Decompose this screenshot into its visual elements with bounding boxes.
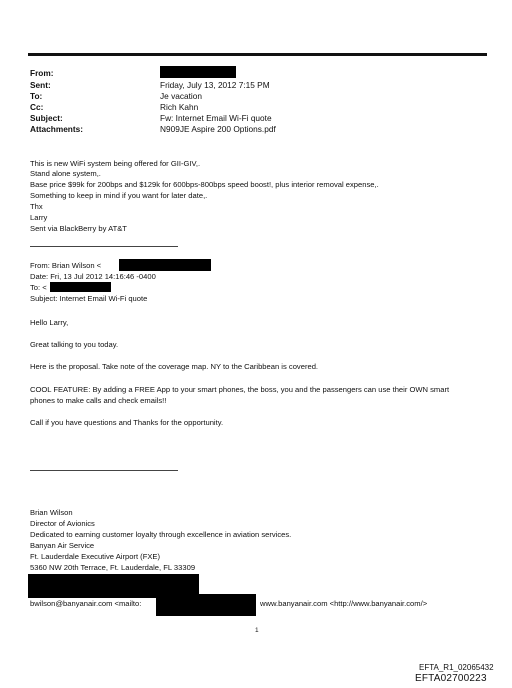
paragraph: COOL FEATURE: By adding a FREE App to your smart phones, the boss, you and the passengers can use their OWN smart	[30, 385, 450, 394]
body-line: Stand alone system,.	[30, 169, 101, 178]
footer-id-1: EFTA_R1_02065432	[419, 663, 494, 672]
body-line: Larry	[30, 213, 48, 222]
attachments-label: Attachments:	[30, 124, 84, 134]
paragraph: phones to make calls and check emails!!	[30, 396, 167, 405]
paragraph: Here is the proposal. Take note of the coverage map. NY to the Caribbean is covered.	[30, 362, 319, 371]
fwd-date: Date: Fri, 13 Jul 2012 14:16:46 -0400	[30, 272, 156, 281]
fwd-to: To: <	[30, 283, 47, 292]
separator-rule	[30, 470, 178, 471]
email-link[interactable]: bwilson@banyanair.com <mailto:	[30, 599, 142, 608]
paragraph: Great talking to you today.	[30, 340, 119, 349]
body-line: Base price $99k for 200bps and $129k for 600bps-800bps speed boost!, plus interior removal expense,.	[30, 180, 379, 189]
attachments-value: N909JE Aspire 200 Options.pdf	[160, 124, 276, 134]
cc-value: Rich Kahn	[160, 102, 199, 112]
footer-id-2: EFTA02700223	[415, 673, 487, 684]
redaction-email	[156, 594, 256, 616]
sent-label: Sent:	[30, 80, 51, 90]
paragraph: Call if you have questions and Thanks for the opportunity.	[30, 418, 224, 427]
signature-line: Dedicated to earning customer loyalty through excellence in aviation services.	[30, 530, 292, 539]
to-label: To:	[30, 91, 43, 101]
body-line: Sent via BlackBerry by AT&T	[30, 224, 127, 233]
sent-value: Friday, July 13, 2012 7:15 PM	[160, 80, 270, 90]
fwd-subject: Subject: Internet Email Wi-Fi quote	[30, 294, 148, 303]
greeting: Hello Larry,	[30, 318, 69, 327]
cc-label: Cc:	[30, 102, 44, 112]
website-link[interactable]: www.banyanair.com <http://www.banyanair.com/>	[260, 599, 428, 608]
body-line: This is new WiFi system being offered for GII-GIV,.	[30, 159, 201, 168]
subject-value: Fw: Internet Email Wi-Fi quote	[160, 113, 272, 123]
signature-line: Ft. Lauderdale Executive Airport (FXE)	[30, 552, 160, 561]
signature-line: 5360 NW 20th Terrace, Ft. Lauderdale, FL 33309	[30, 563, 196, 572]
body-line: Thx	[30, 202, 43, 211]
separator-rule	[30, 246, 178, 247]
subject-label: Subject:	[30, 113, 63, 123]
body-line: Something to keep in mind if you want for later date,.	[30, 191, 208, 200]
redaction-fwd-from	[119, 259, 211, 271]
signature-line: Banyan Air Service	[30, 541, 95, 550]
redaction-from	[160, 66, 236, 78]
top-rule	[28, 53, 487, 56]
fwd-from: From: Brian Wilson <	[30, 261, 102, 270]
to-value: Je vacation	[160, 91, 202, 101]
redaction-fwd-to	[50, 282, 111, 292]
from-label: From:	[30, 68, 54, 78]
page-number: 1	[255, 627, 259, 634]
signature-line: Brian Wilson	[30, 508, 73, 517]
signature-line: Director of Avionics	[30, 519, 95, 528]
